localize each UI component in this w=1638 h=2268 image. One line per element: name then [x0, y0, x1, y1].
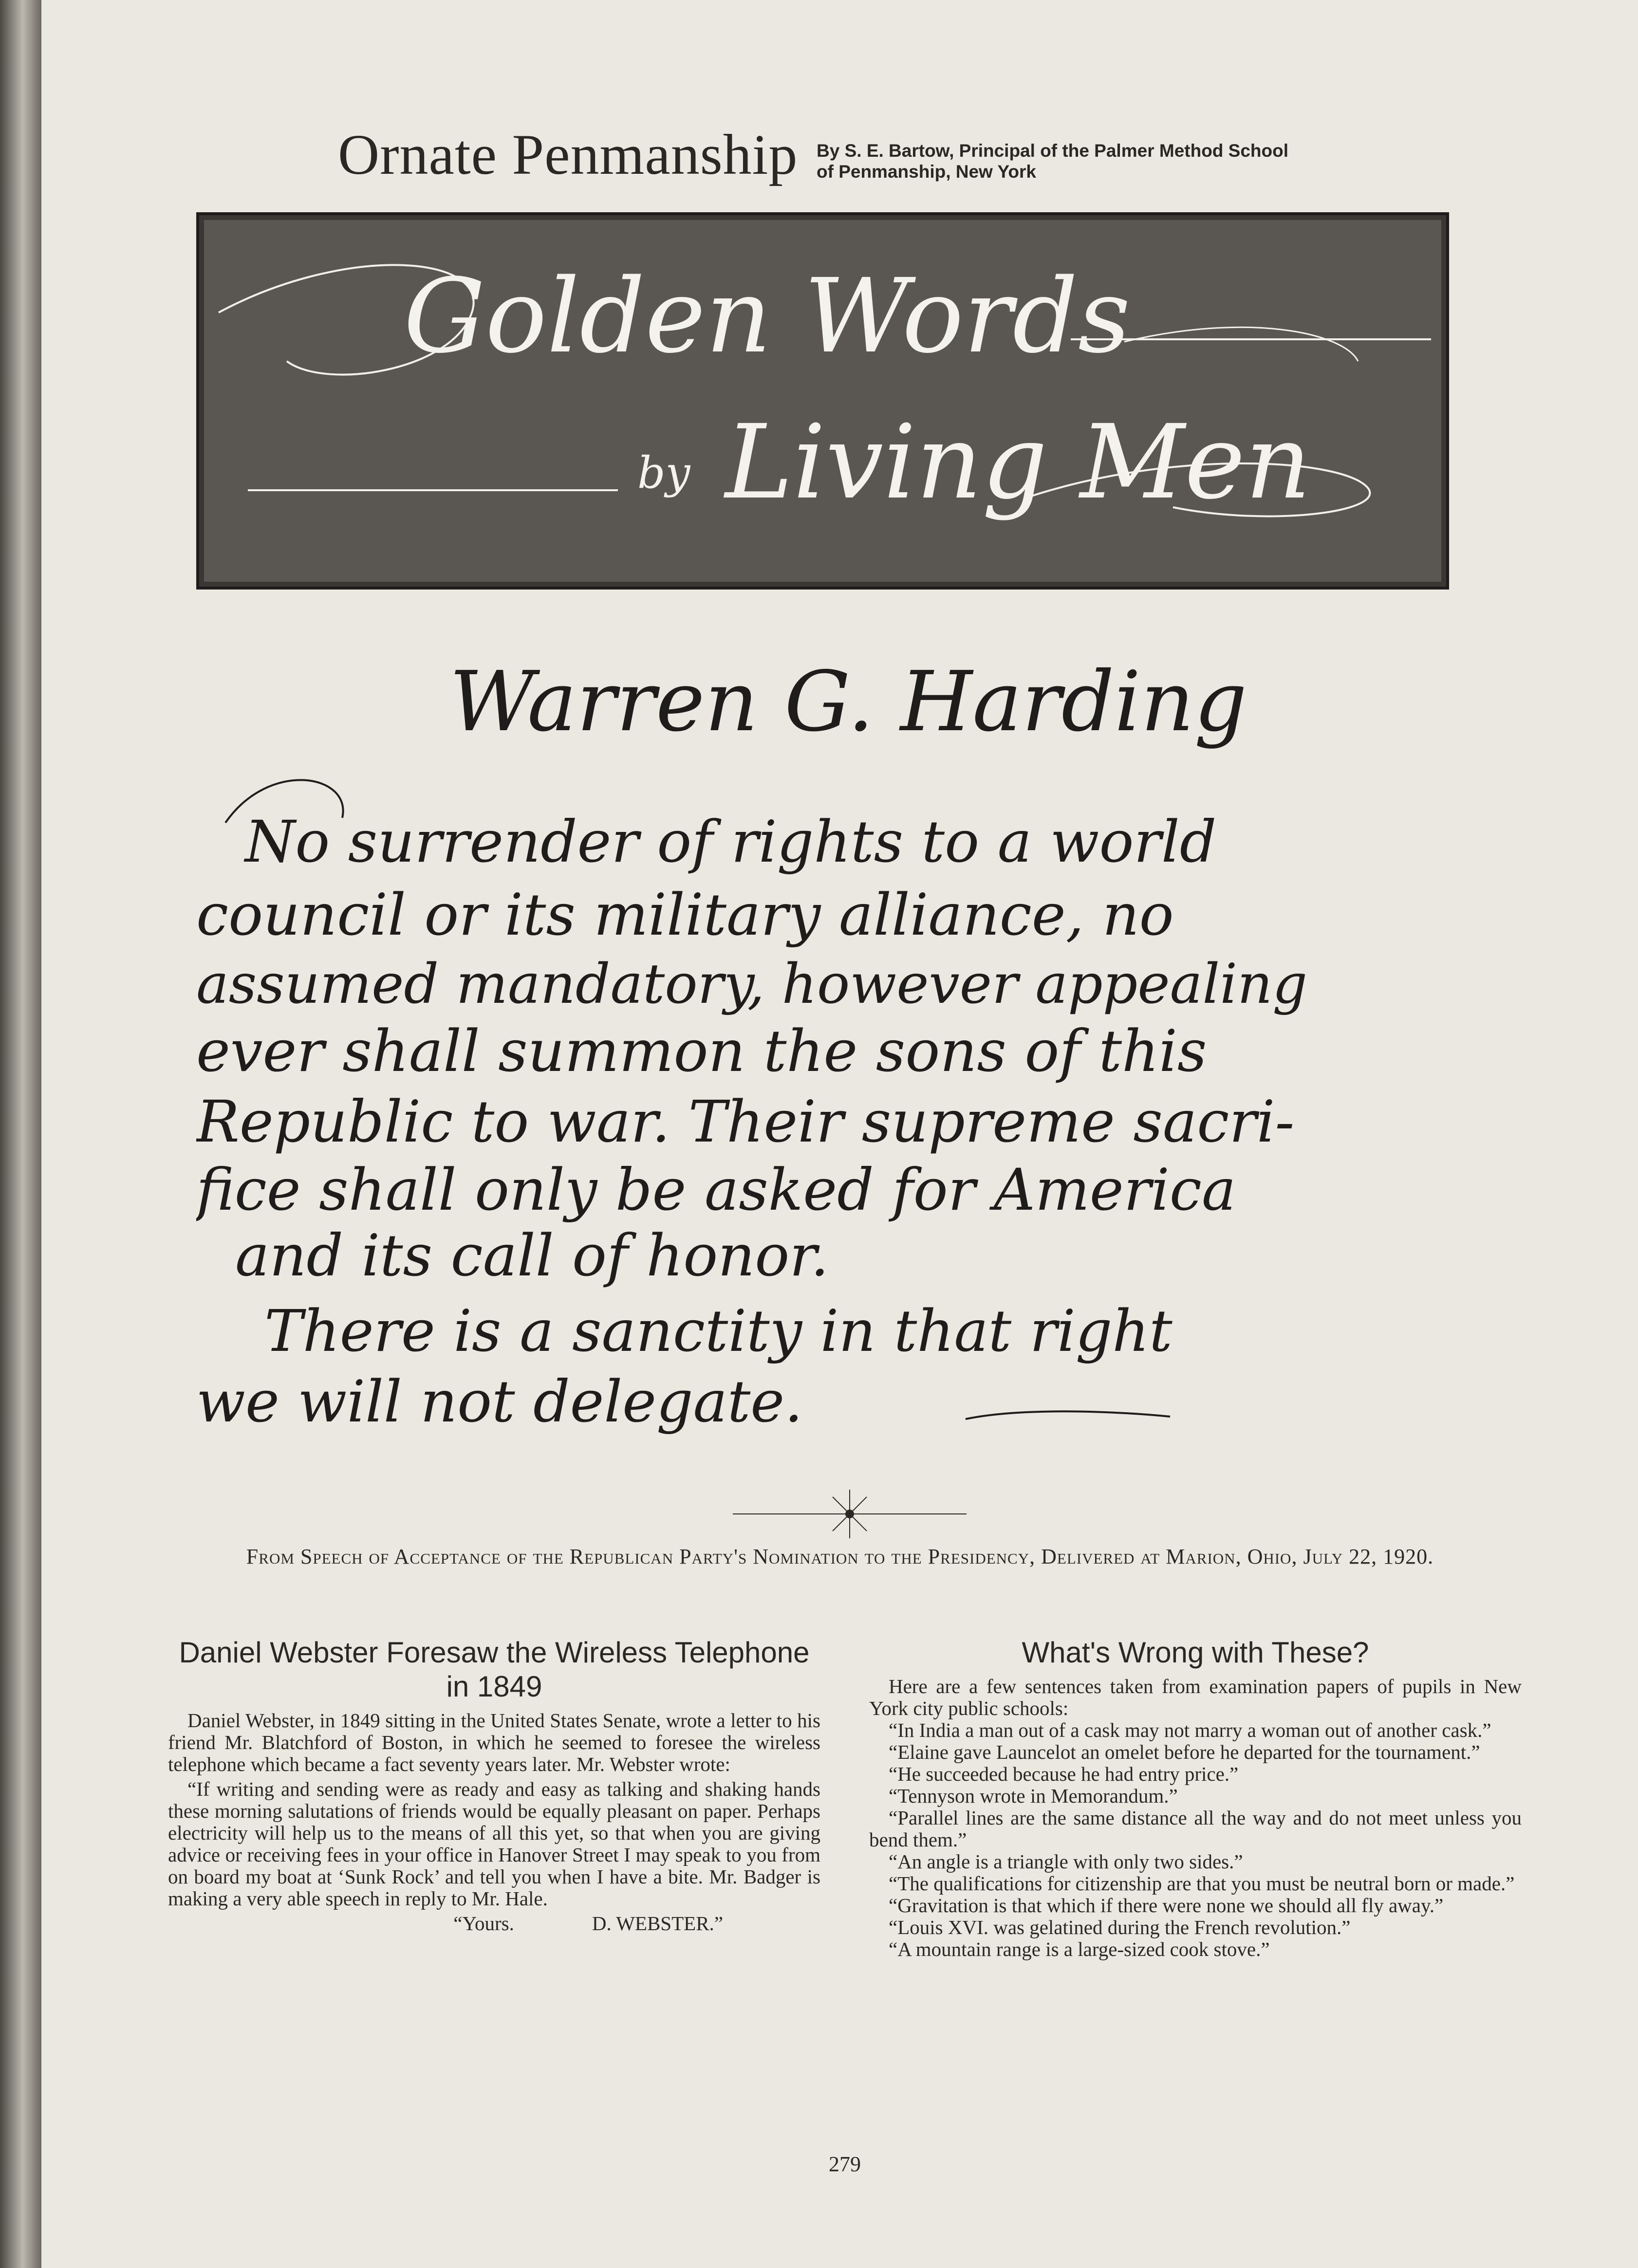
magazine-page — [41, 0, 1638, 2268]
byline: By S. E. Bartow, Principal of the Palmer Method School of Penmanship, New York — [817, 141, 1289, 182]
script-line-7: and its call of honor. — [235, 1222, 829, 1289]
webster-article-intro: Daniel Webster, in 1849 sitting in the United States Senate, wrote a letter to his friend Mr. Blatchford of Boston, in which he seemed to foresee the wireless telephone which became a fact seventy years later. Mr. Webster wrote: — [168, 1709, 820, 1775]
webster-article-title: Daniel Webster Foresaw the Wireless Telephone in 1849 — [179, 1636, 810, 1703]
banner-by: by — [637, 447, 690, 498]
script-line-1: No surrender of rights to a world — [245, 808, 1217, 875]
exam-sentence: “Elaine gave Launcelot an omelet before he departed for the tournament.” — [889, 1741, 1480, 1763]
divider-ornament-icon — [733, 1485, 967, 1543]
speech-source-note: From Speech of Acceptance of the Republican Party's Nomination to the Presidency, Delivered at Marion, Ohio, July 22, 1920. — [246, 1545, 1434, 1568]
exam-sentence: “A mountain range is a large-sized cook stove.” — [889, 1938, 1270, 1960]
exam-sentence: “The qualifications for citizenship are that you must be neutral born or made.” — [889, 1872, 1515, 1895]
script-quotation — [196, 613, 1462, 1465]
page-title: Ornate Penmanship — [338, 123, 798, 186]
script-line-5: Republic to war. Their supreme sacri- — [196, 1088, 1295, 1155]
exam-sentence: “Gravitation is that which if there were none we should all fly away.” — [889, 1894, 1444, 1917]
page-gutter — [0, 0, 41, 2268]
exam-sentence: “An angle is a triangle with only two sides.” — [889, 1850, 1243, 1873]
exam-sentence: “Louis XVI. was gelatined during the French revolution.” — [889, 1916, 1351, 1938]
script-line-3: assumed mandatory, however appealing — [196, 953, 1307, 1016]
script-line-6: fice shall only be asked for America — [196, 1156, 1236, 1223]
webster-letter-quote: “If writing and sending were as ready and easy as talking and shaking hands these morning salutations of friends would be equally pleasant on paper. Perhaps electricity will help us to the means of all this yet, so that when you are giving advice or receiving fees in your office in Hanover Street I may speak to you from on board my boat at ‘Sunk Rock’ and tell you when I have a bite. Mr. Badger is making a very able speech in reply to Mr. Hale. — [168, 1778, 820, 1910]
script-line-8: There is a sanctity in that right — [264, 1297, 1173, 1364]
script-line-4: ever shall summon the sons of this — [196, 1017, 1207, 1085]
banner-flourish — [199, 215, 1446, 587]
page-number: 279 — [829, 2152, 861, 2176]
banner-line1: Golden Words — [404, 257, 1131, 376]
whats-wrong-title: What's Wrong with These? — [1022, 1636, 1369, 1669]
script-line-2: council or its military alliance, no — [196, 881, 1174, 948]
exam-sentence: “In India a man out of a cask may not marry a woman out of another cask.” — [889, 1719, 1491, 1741]
script-author: Warren G. Harding — [449, 654, 1247, 750]
webster-closing: “Yours. — [453, 1912, 514, 1935]
webster-article — [168, 1636, 820, 1935]
exam-sentence: “He succeeded because he had entry price.” — [889, 1763, 1239, 1785]
script-line-9: we will not delegate. — [196, 1368, 803, 1435]
script-quotation-svg — [196, 613, 1462, 1465]
webster-signature: D. WEBSTER.” — [592, 1912, 723, 1935]
golden-words-banner — [196, 212, 1449, 590]
whats-wrong-intro: Here are a few sentences taken from examination papers of pupils in New York city public schools: — [869, 1675, 1522, 1719]
exam-sentence: “Tennyson wrote in Memorandum.” — [889, 1785, 1178, 1807]
whats-wrong-article — [869, 1636, 1522, 1960]
exam-sentence: “Parallel lines are the same distance all the way and do not meet unless you bend them.” — [869, 1807, 1522, 1851]
banner-line2: Living Men — [725, 403, 1311, 522]
